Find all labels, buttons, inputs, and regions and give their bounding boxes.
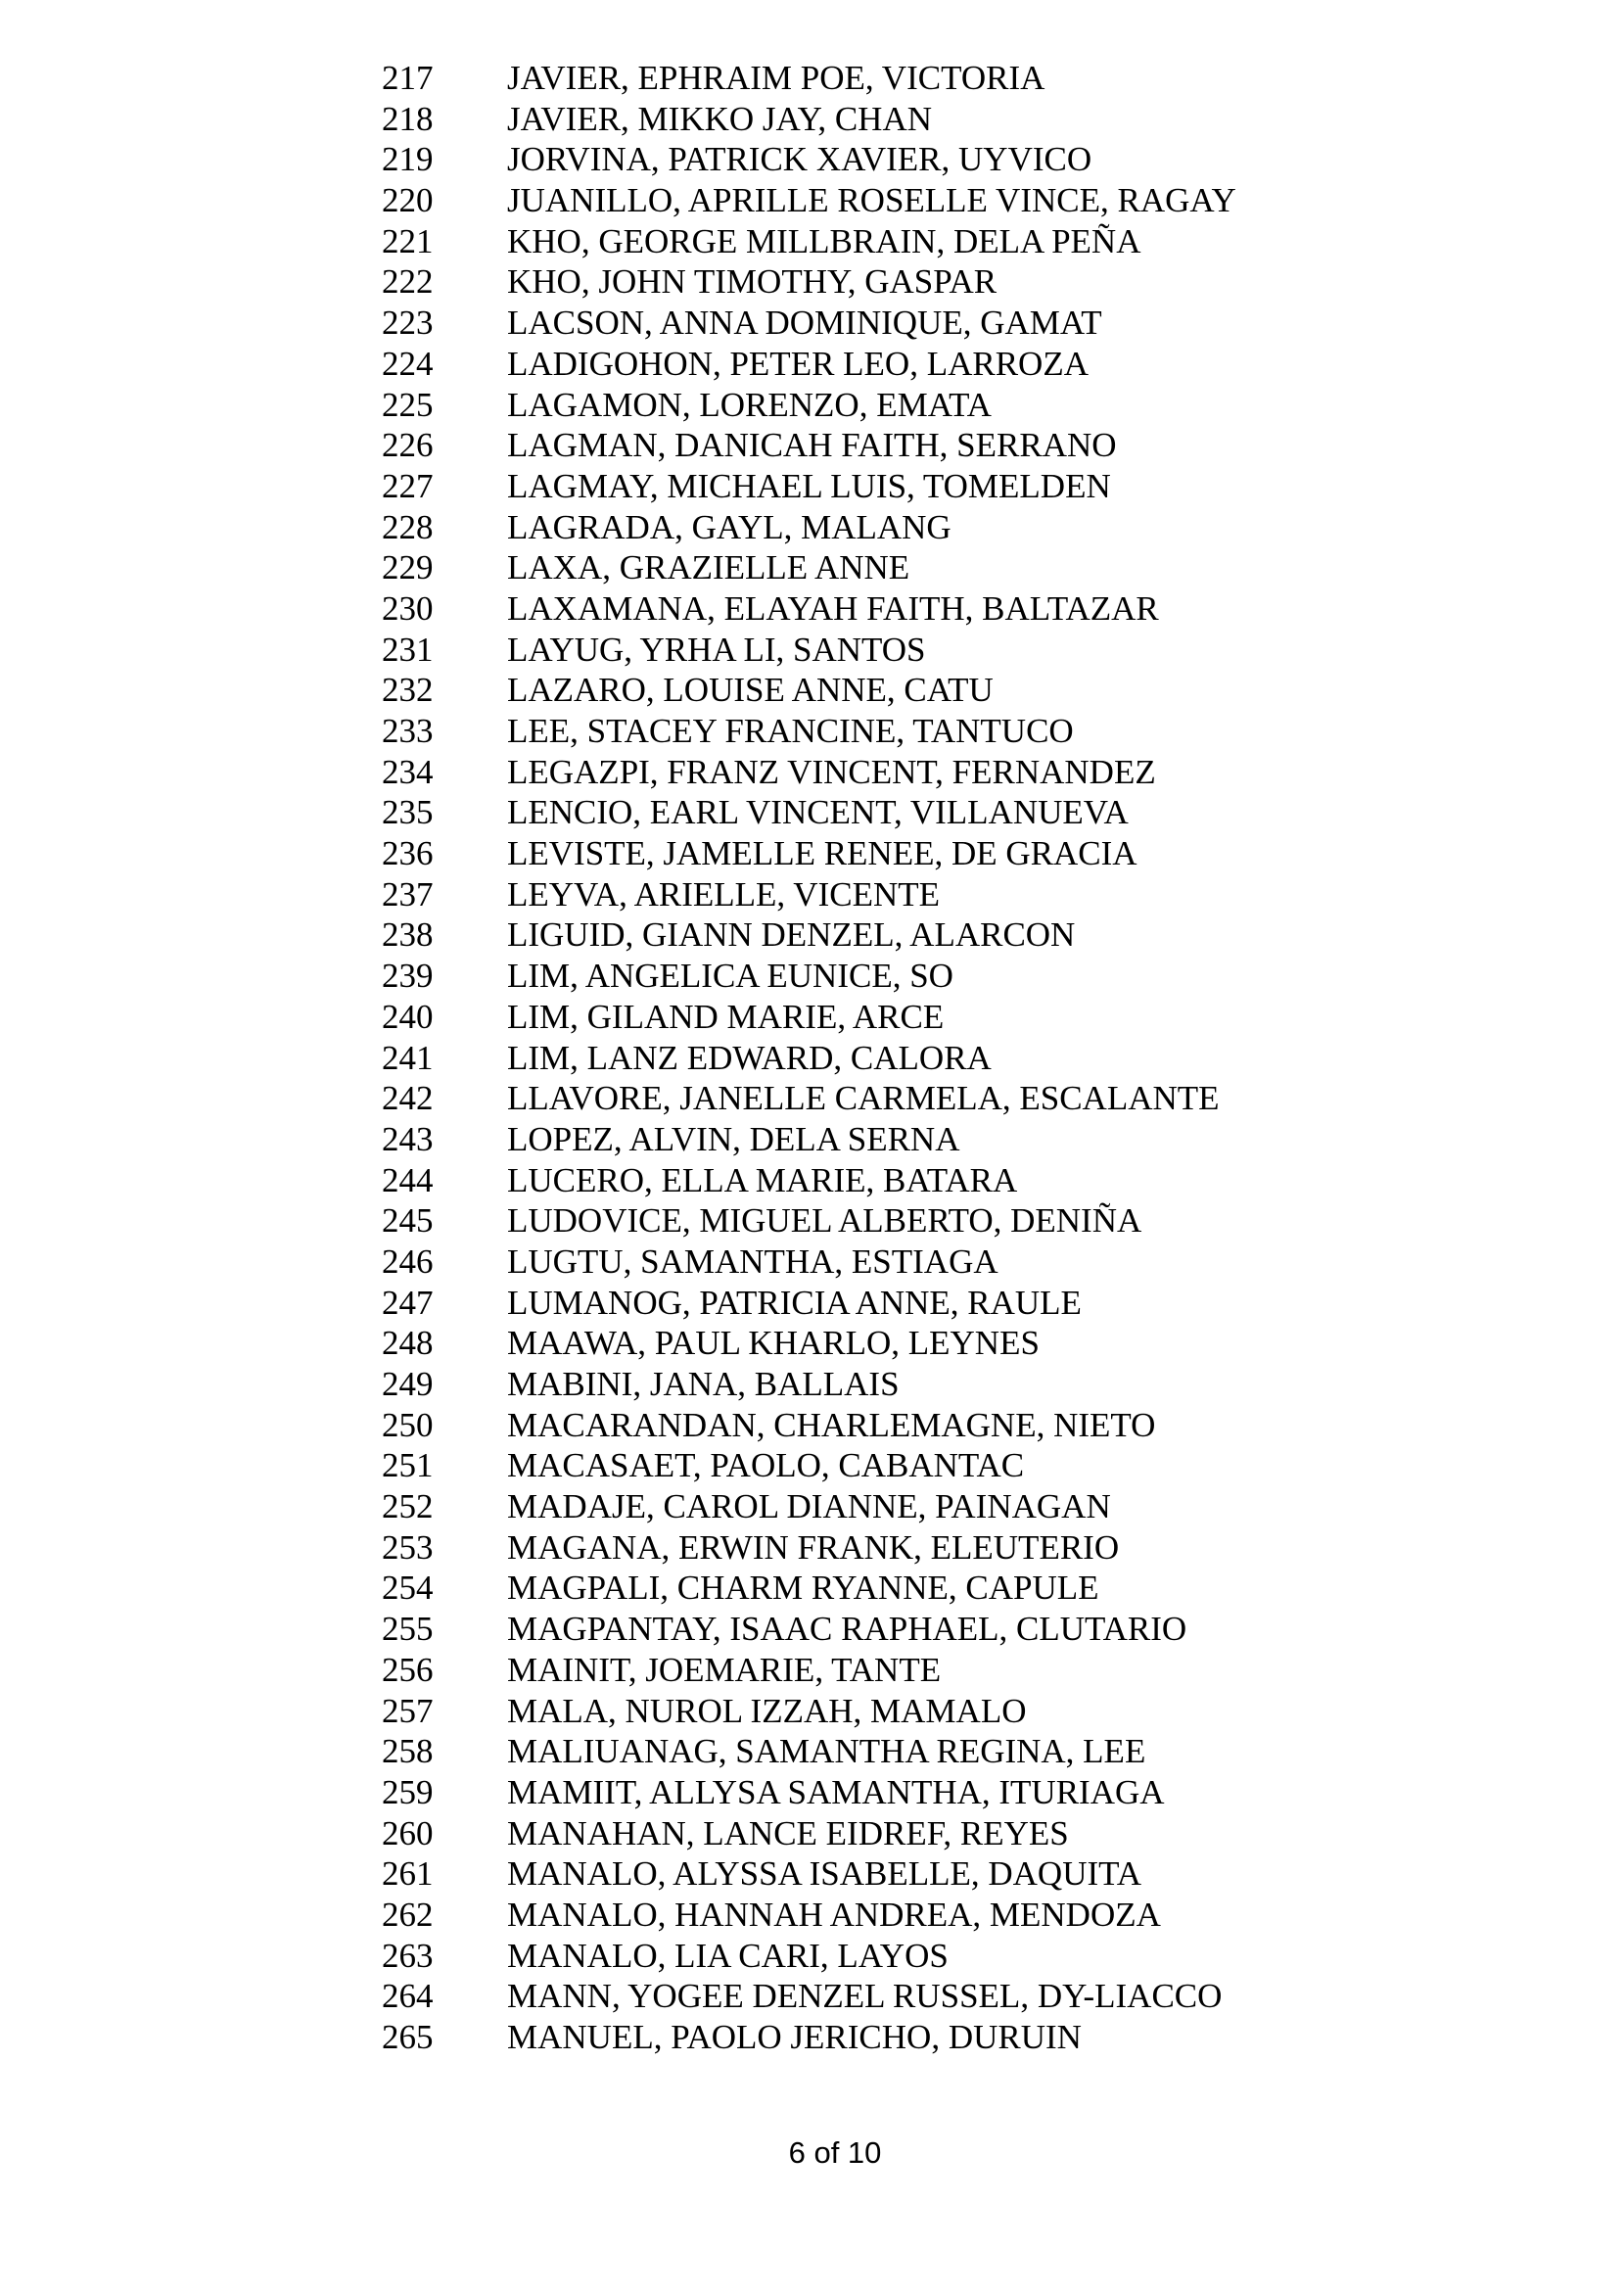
row-number: 217 bbox=[382, 59, 434, 97]
row-number: 257 bbox=[382, 1691, 434, 1730]
row-name: MALA, NUROL IZZAH, MAMALO bbox=[507, 1691, 1027, 1730]
row-number: 241 bbox=[382, 1038, 434, 1077]
row-number: 235 bbox=[382, 793, 434, 832]
table-row bbox=[382, 997, 1236, 1038]
row-name: MAGPALI, CHARM RYANNE, CAPULE bbox=[507, 1569, 1099, 1608]
row-name: MANAHAN, LANCE EIDREF, REYES bbox=[507, 1813, 1069, 1852]
table-row bbox=[382, 261, 1236, 303]
row-name: MANUEL, PAOLO JERICHO, DURUIN bbox=[507, 2018, 1082, 2056]
table-row bbox=[382, 914, 1236, 956]
table-row bbox=[382, 670, 1236, 711]
row-name: MANALO, LIA CARI, LAYOS bbox=[507, 1936, 949, 1975]
row-number: 250 bbox=[382, 1405, 434, 1444]
row-name: LUDOVICE, MIGUEL ALBERTO, DENIÑA bbox=[507, 1201, 1142, 1241]
table-row bbox=[382, 1936, 1236, 1977]
table-row bbox=[382, 1200, 1236, 1242]
row-number: 222 bbox=[382, 262, 434, 302]
row-name: MACARANDAN, CHARLEMAGNE, NIETO bbox=[507, 1405, 1156, 1444]
table-row bbox=[382, 1486, 1236, 1527]
row-number: 239 bbox=[382, 957, 434, 996]
table-row bbox=[382, 588, 1236, 630]
table-row bbox=[382, 385, 1236, 426]
row-name: LUGTU, SAMANTHA, ESTIAGA bbox=[507, 1242, 998, 1281]
row-number: 262 bbox=[382, 1895, 434, 1934]
row-name: MAINIT, JOEMARIE, TANTE bbox=[507, 1650, 942, 1689]
table-row bbox=[382, 139, 1236, 180]
table-row bbox=[382, 221, 1236, 262]
row-name: LEGAZPI, FRANZ VINCENT, FERNANDEZ bbox=[507, 752, 1156, 791]
row-name: LUMANOG, PATRICIA ANNE, RAULE bbox=[507, 1283, 1082, 1322]
row-name: LAXAMANA, ELAYAH FAITH, BALTAZAR bbox=[507, 588, 1159, 628]
row-name: KHO, GEORGE MILLBRAIN, DELA PEÑA bbox=[507, 221, 1141, 260]
table-row bbox=[382, 1283, 1236, 1324]
row-name: LAGMAN, DANICAH FAITH, SERRANO bbox=[507, 426, 1117, 465]
table-row bbox=[382, 1976, 1236, 2017]
row-name: MACASAET, PAOLO, CABANTAC bbox=[507, 1446, 1025, 1485]
row-number: 221 bbox=[382, 221, 434, 260]
row-number: 228 bbox=[382, 507, 434, 546]
row-number: 248 bbox=[382, 1324, 434, 1363]
row-name: LACSON, ANNA DOMINIQUE, GAMAT bbox=[507, 304, 1102, 343]
row-name: JUANILLO, APRILLE ROSELLE VINCE, RAGAY bbox=[507, 181, 1236, 220]
row-number: 231 bbox=[382, 630, 434, 669]
row-name: MAAWA, PAUL KHARLO, LEYNES bbox=[507, 1324, 1040, 1363]
row-number: 236 bbox=[382, 834, 434, 873]
row-name: MADAJE, CAROL DIANNE, PAINAGAN bbox=[507, 1487, 1111, 1526]
row-name: LAGMAY, MICHAEL LUIS, TOMELDEN bbox=[507, 466, 1111, 505]
table-row bbox=[382, 1445, 1236, 1486]
row-number: 260 bbox=[382, 1813, 434, 1852]
row-number: 233 bbox=[382, 712, 434, 750]
table-row bbox=[382, 1895, 1236, 1936]
row-name: MANALO, ALYSSA ISABELLE, DAQUITA bbox=[507, 1854, 1141, 1894]
row-name: KHO, JOHN TIMOTHY, GASPAR bbox=[507, 262, 998, 302]
table-row bbox=[382, 1853, 1236, 1895]
row-name: LLAVORE, JANELLE CARMELA, ESCALANTE bbox=[507, 1079, 1220, 1118]
table-row bbox=[382, 833, 1236, 874]
row-name: LAGRADA, GAYL, MALANG bbox=[507, 507, 951, 546]
row-number: 263 bbox=[382, 1936, 434, 1975]
row-number: 240 bbox=[382, 997, 434, 1036]
row-number: 223 bbox=[382, 304, 434, 343]
row-name: LIM, LANZ EDWARD, CALORA bbox=[507, 1038, 992, 1077]
row-name: LEYVA, ARIELLE, VICENTE bbox=[507, 874, 940, 914]
row-name: JAVIER, MIKKO JAY, CHAN bbox=[507, 99, 933, 138]
row-number: 246 bbox=[382, 1242, 434, 1281]
table-row bbox=[382, 1038, 1236, 1079]
row-number: 255 bbox=[382, 1610, 434, 1649]
table-row bbox=[382, 507, 1236, 548]
row-number: 242 bbox=[382, 1079, 434, 1118]
row-number: 234 bbox=[382, 752, 434, 791]
name-list bbox=[382, 58, 1236, 2058]
table-row bbox=[382, 99, 1236, 140]
table-row bbox=[382, 466, 1236, 507]
table-row bbox=[382, 1527, 1236, 1569]
row-number: 226 bbox=[382, 426, 434, 465]
table-row bbox=[382, 1323, 1236, 1364]
table-row bbox=[382, 303, 1236, 344]
row-name: LEE, STACEY FRANCINE, TANTUCO bbox=[507, 712, 1074, 750]
row-number: 238 bbox=[382, 915, 434, 955]
table-row bbox=[382, 1364, 1236, 1405]
table-row bbox=[382, 180, 1236, 221]
table-row bbox=[382, 1772, 1236, 1813]
row-name: LIGUID, GIANN DENZEL, ALARCON bbox=[507, 915, 1076, 955]
row-number: 259 bbox=[382, 1772, 434, 1811]
table-row bbox=[382, 752, 1236, 793]
row-number: 247 bbox=[382, 1283, 434, 1322]
table-row bbox=[382, 956, 1236, 997]
row-number: 254 bbox=[382, 1569, 434, 1608]
row-name: MANALO, HANNAH ANDREA, MENDOZA bbox=[507, 1895, 1161, 1934]
row-number: 261 bbox=[382, 1854, 434, 1894]
row-name: MABINI, JANA, BALLAIS bbox=[507, 1365, 900, 1403]
table-row bbox=[382, 1119, 1236, 1160]
row-number: 219 bbox=[382, 140, 434, 179]
row-number: 256 bbox=[382, 1650, 434, 1689]
row-number: 224 bbox=[382, 344, 434, 383]
table-row bbox=[382, 1078, 1236, 1119]
table-row bbox=[382, 547, 1236, 588]
row-number: 230 bbox=[382, 588, 434, 628]
row-number: 245 bbox=[382, 1201, 434, 1241]
row-name: LAZARO, LOUISE ANNE, CATU bbox=[507, 671, 994, 710]
table-row bbox=[382, 792, 1236, 833]
table-row bbox=[382, 1813, 1236, 1854]
row-number: 243 bbox=[382, 1119, 434, 1158]
row-name: MALIUANAG, SAMANTHA REGINA, LEE bbox=[507, 1732, 1146, 1771]
table-row bbox=[382, 1242, 1236, 1283]
row-name: LAXA, GRAZIELLE ANNE bbox=[507, 548, 910, 587]
row-name: MAMIIT, ALLYSA SAMANTHA, ITURIAGA bbox=[507, 1772, 1165, 1811]
table-row bbox=[382, 1609, 1236, 1650]
table-row bbox=[382, 711, 1236, 752]
row-name: LAGAMON, LORENZO, EMATA bbox=[507, 385, 992, 424]
row-number: 229 bbox=[382, 548, 434, 587]
row-name: LENCIO, EARL VINCENT, VILLANUEVA bbox=[507, 793, 1129, 832]
row-number: 265 bbox=[382, 2018, 434, 2056]
row-name: LEVISTE, JAMELLE RENEE, DE GRACIA bbox=[507, 834, 1137, 873]
row-name: MAGANA, ERWIN FRANK, ELEUTERIO bbox=[507, 1527, 1120, 1567]
row-number: 237 bbox=[382, 874, 434, 914]
row-name: LOPEZ, ALVIN, DELA SERNA bbox=[507, 1119, 960, 1158]
row-name: LIM, GILAND MARIE, ARCE bbox=[507, 997, 945, 1036]
table-row bbox=[382, 344, 1236, 385]
row-number: 251 bbox=[382, 1446, 434, 1485]
table-row bbox=[382, 874, 1236, 915]
row-name: LUCERO, ELLA MARIE, BATARA bbox=[507, 1160, 1018, 1199]
row-number: 264 bbox=[382, 1977, 434, 2016]
table-row bbox=[382, 1405, 1236, 1446]
row-name: JAVIER, EPHRAIM POE, VICTORIA bbox=[507, 59, 1045, 97]
table-row bbox=[382, 1691, 1236, 1732]
row-number: 258 bbox=[382, 1732, 434, 1771]
table-row bbox=[382, 1160, 1236, 1201]
table-row bbox=[382, 630, 1236, 671]
row-number: 218 bbox=[382, 99, 434, 138]
row-number: 232 bbox=[382, 671, 434, 710]
row-number: 220 bbox=[382, 181, 434, 220]
row-name: MAGPANTAY, ISAAC RAPHAEL, CLUTARIO bbox=[507, 1610, 1187, 1649]
table-row bbox=[382, 58, 1236, 99]
row-number: 249 bbox=[382, 1365, 434, 1403]
row-name: MANN, YOGEE DENZEL RUSSEL, DY-LIACCO bbox=[507, 1977, 1223, 2016]
table-row bbox=[382, 1650, 1236, 1691]
row-number: 227 bbox=[382, 466, 434, 505]
row-number: 244 bbox=[382, 1160, 434, 1199]
table-row bbox=[382, 425, 1236, 466]
table-row bbox=[382, 1731, 1236, 1772]
row-name: JORVINA, PATRICK XAVIER, UYVICO bbox=[507, 140, 1092, 179]
row-name: LIM, ANGELICA EUNICE, SO bbox=[507, 957, 953, 996]
row-number: 225 bbox=[382, 385, 434, 424]
row-number: 252 bbox=[382, 1487, 434, 1526]
page-number: 6 of 10 bbox=[788, 2135, 882, 2170]
table-row bbox=[382, 2017, 1236, 2058]
row-name: LAYUG, YRHA LI, SANTOS bbox=[507, 630, 926, 669]
table-row bbox=[382, 1568, 1236, 1609]
row-name: LADIGOHON, PETER LEO, LARROZA bbox=[507, 344, 1089, 383]
row-number: 253 bbox=[382, 1527, 434, 1567]
